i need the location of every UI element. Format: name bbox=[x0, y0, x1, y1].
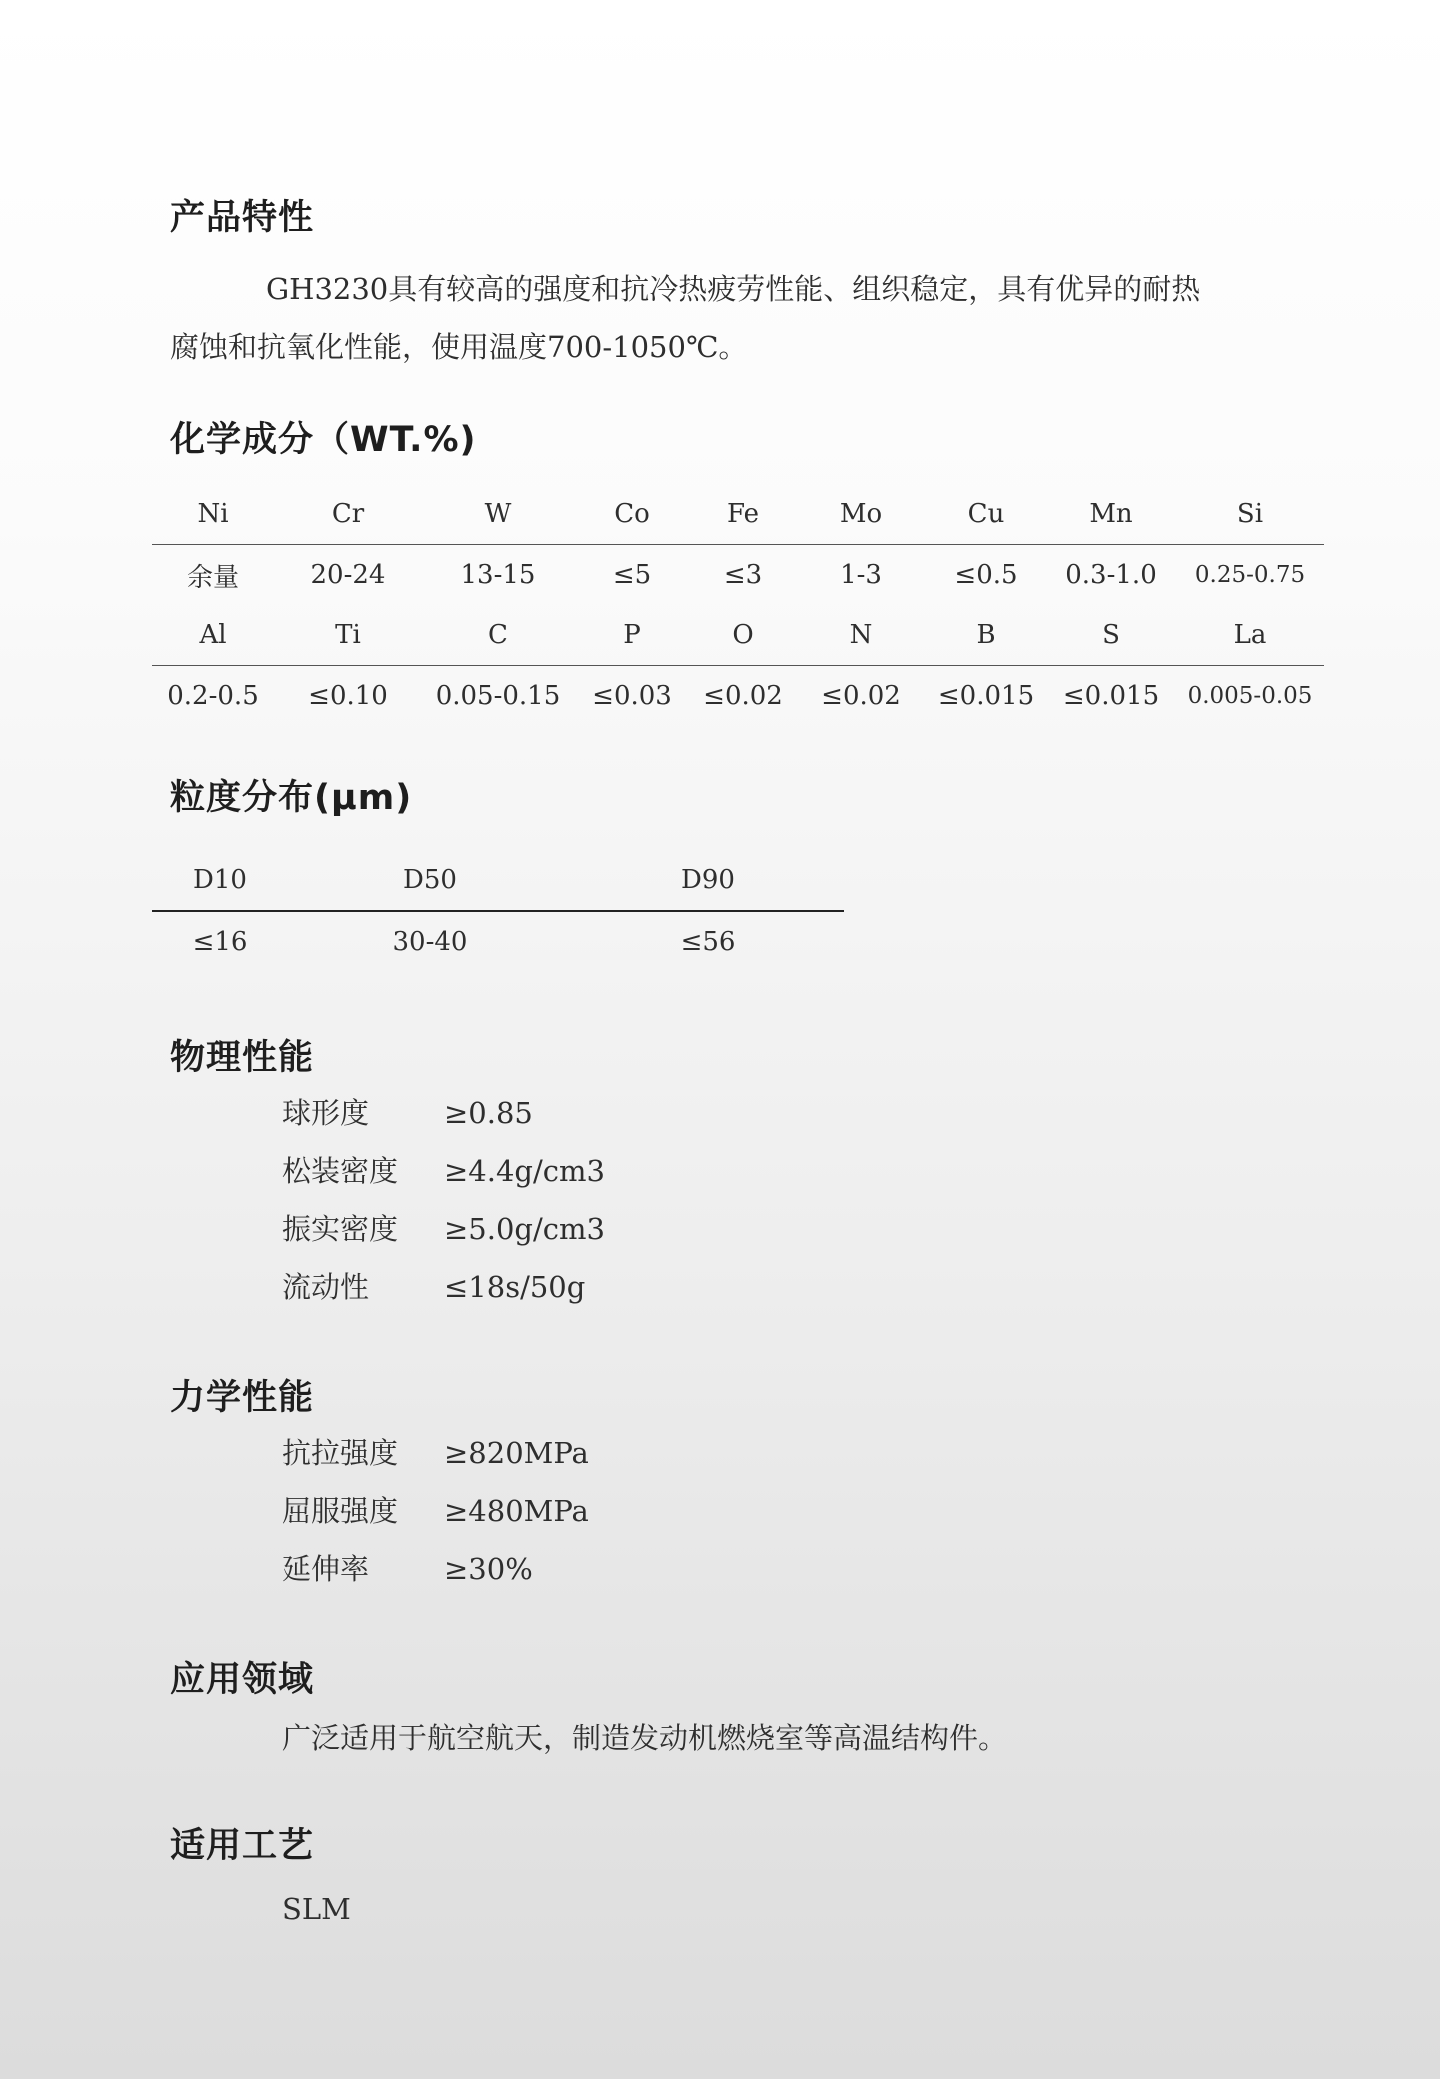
table-cell: N bbox=[796, 605, 926, 666]
table-cell: ≤0.03 bbox=[592, 681, 672, 711]
table-cell: ≤0.015 bbox=[937, 681, 1035, 711]
features-line-1-text: GH3230具有较高的强度和抗冷热疲劳性能、组织稳定，具有优异的耐热 bbox=[266, 272, 1201, 306]
list-item bbox=[282, 1142, 605, 1200]
table-cell: ≤0.02 bbox=[821, 681, 901, 711]
table-cell: La bbox=[1176, 605, 1324, 666]
table-cell: Si bbox=[1176, 484, 1324, 545]
table-cell: 0.3-1.0 bbox=[1065, 560, 1157, 590]
table-cell: Ni bbox=[152, 484, 274, 545]
features-paragraph bbox=[170, 260, 1280, 376]
physical-list bbox=[282, 1084, 605, 1316]
list-item bbox=[282, 1482, 589, 1540]
mechanical-list bbox=[282, 1424, 589, 1598]
list-item bbox=[282, 1540, 589, 1598]
features-heading: 产品特性 bbox=[170, 198, 315, 238]
table-cell: D90 bbox=[572, 850, 844, 911]
features-line-1 bbox=[170, 260, 1280, 318]
table-cell: D10 bbox=[152, 850, 288, 911]
features-line-2: 腐蚀和抗氧化性能，使用温度700-1050℃。 bbox=[170, 330, 748, 364]
property-label: 松装密度 bbox=[282, 1154, 399, 1188]
table-cell: Ti bbox=[274, 605, 422, 666]
table-cell: O bbox=[690, 605, 796, 666]
chemistry-value-row-2 bbox=[152, 666, 1324, 727]
table-cell: 20-24 bbox=[310, 560, 386, 590]
table-cell: Cr bbox=[274, 484, 422, 545]
particle-table bbox=[152, 850, 844, 972]
application-heading: 应用领域 bbox=[170, 1660, 315, 1700]
table-cell: P bbox=[574, 605, 690, 666]
chemistry-heading: 化学成分（WT.%) bbox=[170, 420, 477, 460]
table-cell: 30-40 bbox=[392, 927, 468, 957]
table-cell: 0.05-0.15 bbox=[435, 681, 561, 711]
table-cell: B bbox=[926, 605, 1046, 666]
table-cell: C bbox=[422, 605, 574, 666]
table-cell: Mo bbox=[796, 484, 926, 545]
table-cell: D50 bbox=[288, 850, 572, 911]
process-text: SLM bbox=[282, 1892, 351, 1926]
particle-heading: 粒度分布(μm) bbox=[170, 778, 413, 818]
table-cell: Cu bbox=[926, 484, 1046, 545]
table-cell: Mn bbox=[1046, 484, 1176, 545]
table-cell: ≤16 bbox=[192, 927, 248, 957]
mechanical-heading: 力学性能 bbox=[170, 1378, 315, 1418]
property-label: 抗拉强度 bbox=[282, 1436, 399, 1470]
property-value: ≥4.4g/cm3 bbox=[444, 1154, 605, 1188]
table-cell: S bbox=[1046, 605, 1176, 666]
list-item bbox=[282, 1200, 605, 1258]
table-cell: Co bbox=[574, 484, 690, 545]
chemistry-header-row-1 bbox=[152, 484, 1324, 545]
property-value: ≥0.85 bbox=[444, 1096, 533, 1130]
table-cell: 0.2-0.5 bbox=[167, 681, 259, 711]
process-heading: 适用工艺 bbox=[170, 1826, 315, 1866]
table-cell: ≤5 bbox=[612, 560, 652, 590]
property-value: ≥480MPa bbox=[444, 1494, 589, 1528]
table-cell: ≤0.10 bbox=[308, 681, 388, 711]
table-cell: 13-15 bbox=[460, 560, 536, 590]
table-cell: ≤0.02 bbox=[703, 681, 783, 711]
chemistry-header-row-2 bbox=[152, 605, 1324, 666]
property-value: ≥820MPa bbox=[444, 1436, 589, 1470]
property-label: 振实密度 bbox=[282, 1212, 399, 1246]
table-cell: Al bbox=[152, 605, 274, 666]
property-value: ≥5.0g/cm3 bbox=[444, 1212, 605, 1246]
list-item bbox=[282, 1258, 605, 1316]
table-cell: ≤56 bbox=[680, 927, 736, 957]
table-cell: ≤0.015 bbox=[1062, 681, 1160, 711]
table-cell: 余量 bbox=[186, 562, 239, 593]
property-value: ≥30% bbox=[444, 1552, 533, 1586]
table-cell: 0.25-0.75 bbox=[1194, 562, 1306, 588]
property-label: 流动性 bbox=[282, 1270, 370, 1304]
chemistry-value-row-1 bbox=[152, 545, 1324, 606]
table-cell: 1-3 bbox=[840, 560, 882, 590]
physical-heading: 物理性能 bbox=[170, 1038, 315, 1078]
table-cell: W bbox=[422, 484, 574, 545]
table-cell: ≤0.5 bbox=[954, 560, 1018, 590]
list-item bbox=[282, 1424, 589, 1482]
particle-value-row bbox=[152, 911, 844, 972]
particle-header-row bbox=[152, 850, 844, 911]
table-cell: Fe bbox=[690, 484, 796, 545]
table-cell: ≤3 bbox=[723, 560, 763, 590]
property-value: ≤18s/50g bbox=[444, 1270, 586, 1304]
application-text: 广泛适用于航空航天，制造发动机燃烧室等高温结构件。 bbox=[282, 1721, 1008, 1755]
table-cell: 0.005-0.05 bbox=[1187, 683, 1313, 709]
list-item bbox=[282, 1084, 605, 1142]
property-label: 延伸率 bbox=[282, 1552, 370, 1586]
chemistry-table bbox=[152, 484, 1324, 726]
property-label: 球形度 bbox=[282, 1096, 370, 1130]
property-label: 屈服强度 bbox=[282, 1494, 399, 1528]
